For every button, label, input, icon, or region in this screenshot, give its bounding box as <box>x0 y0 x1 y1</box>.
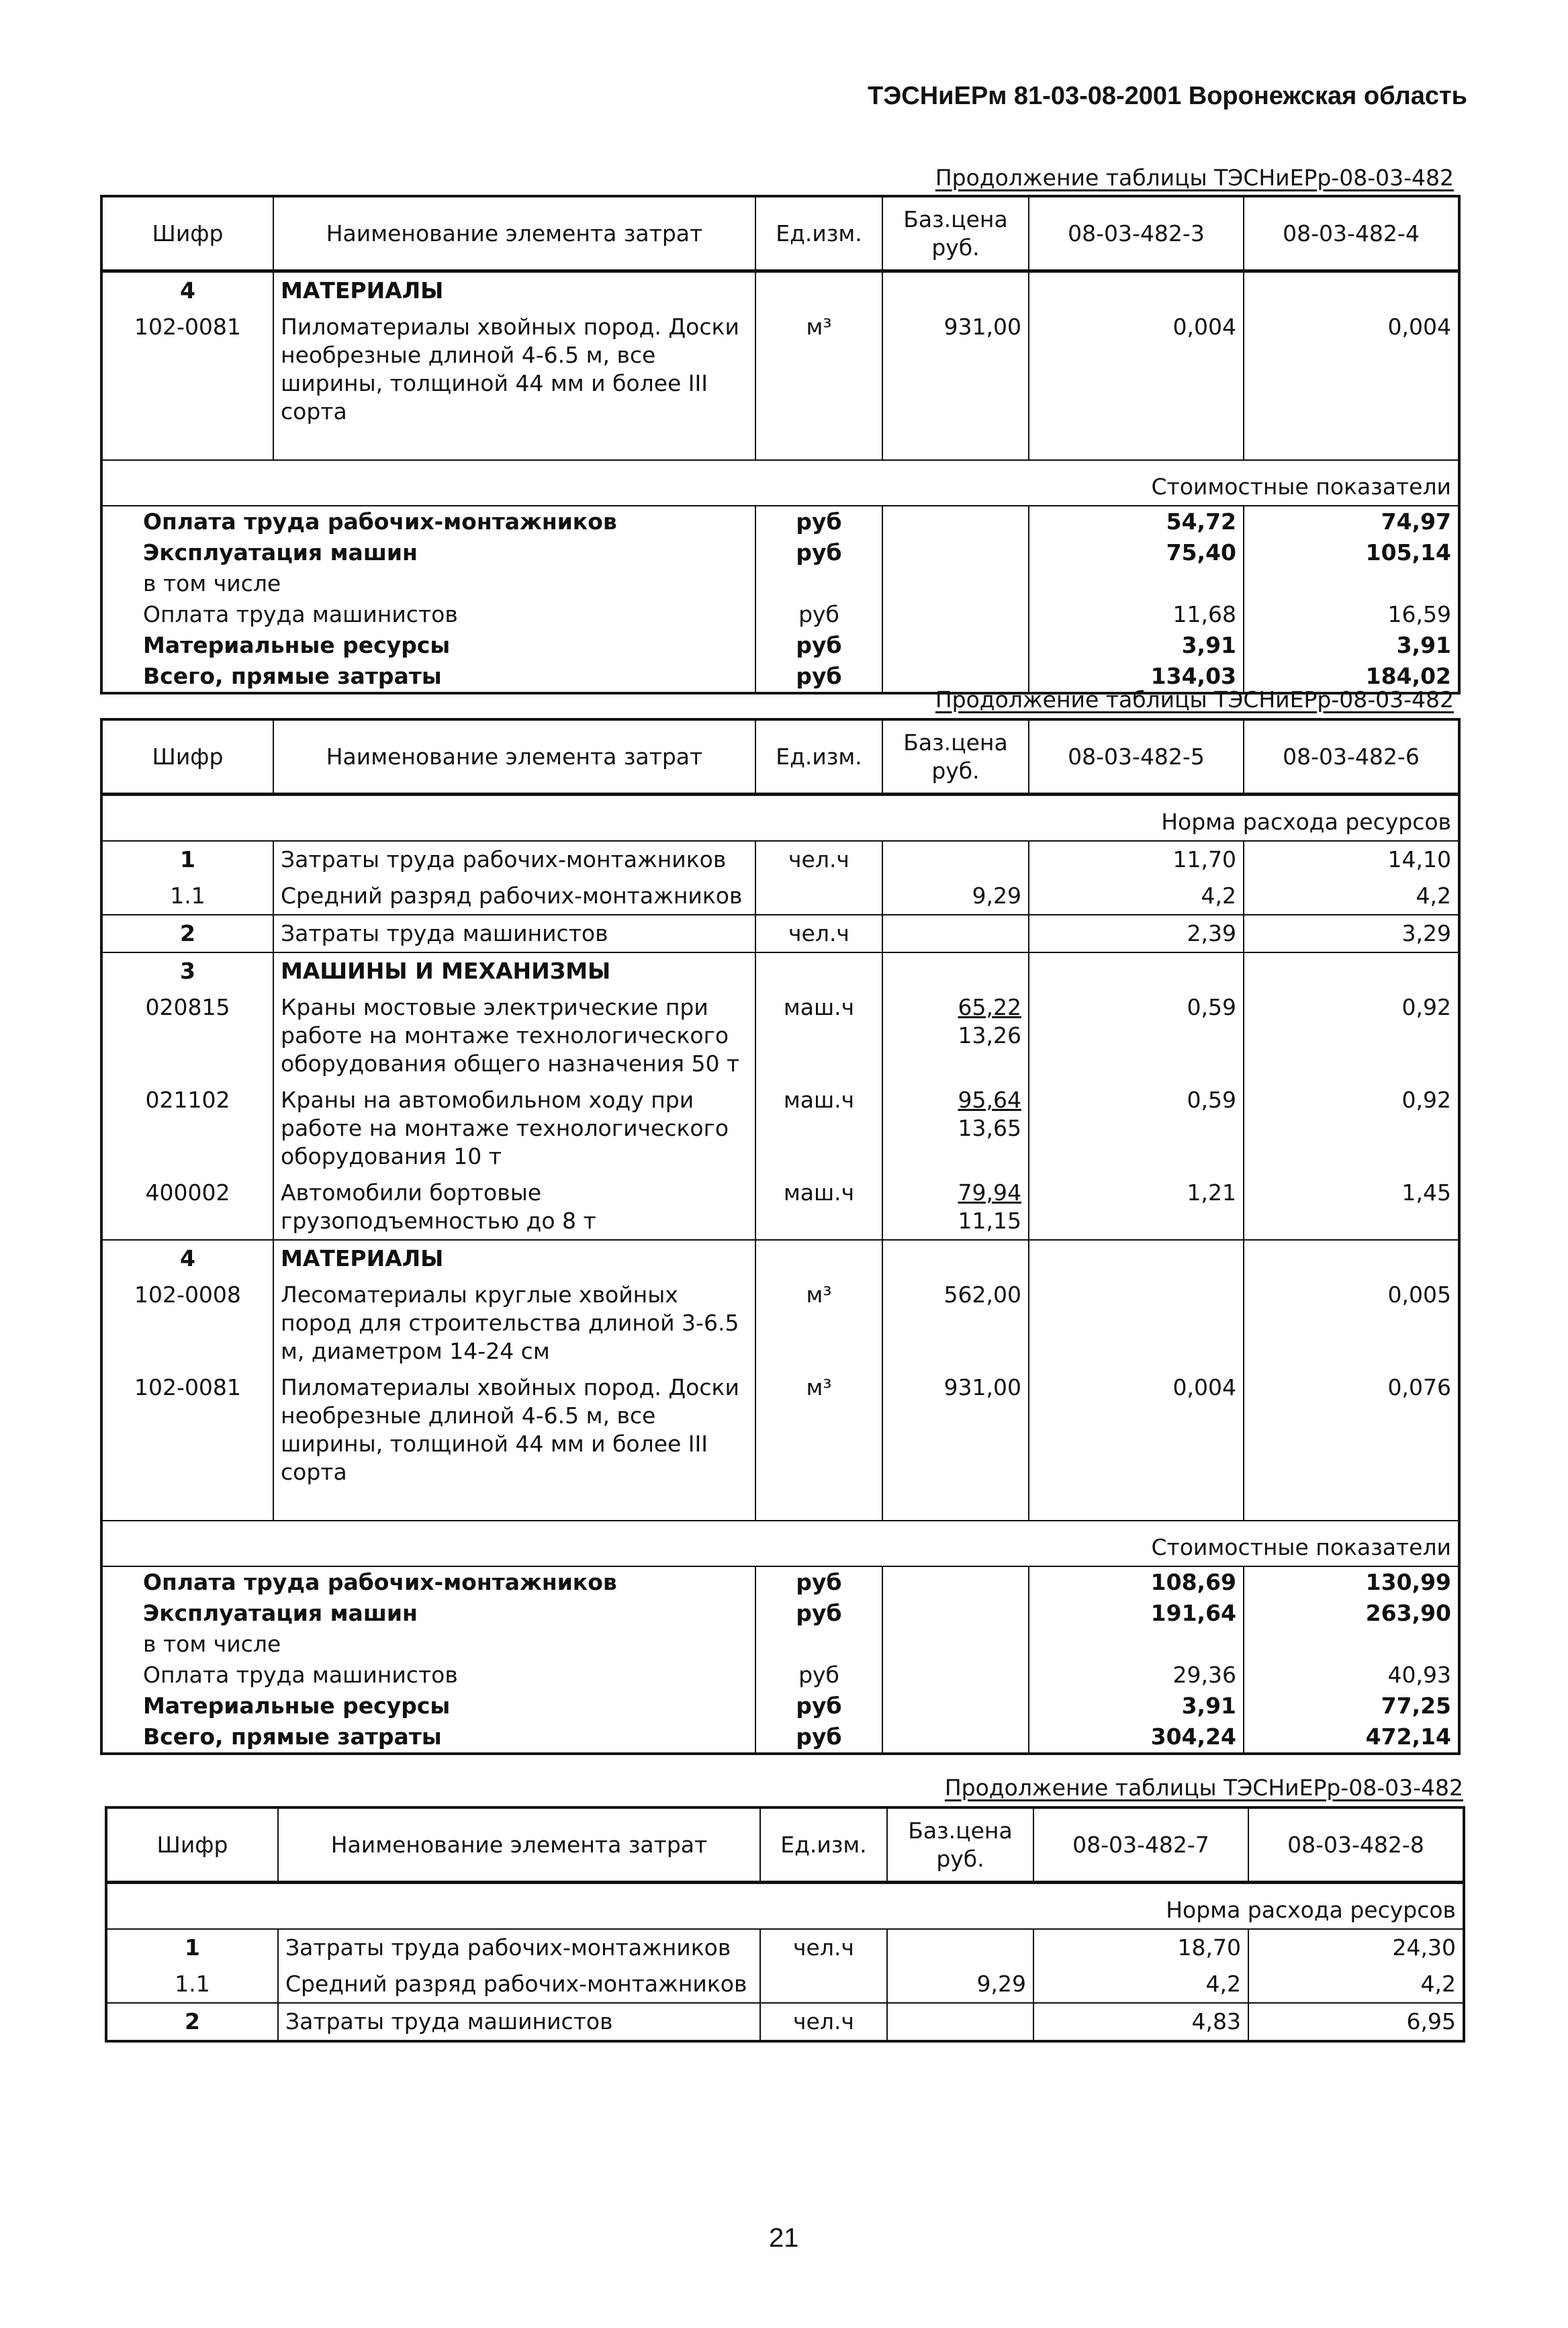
row-price <box>882 1175 1029 1240</box>
table-row <box>106 2003 1464 2041</box>
summary-price <box>882 1598 1029 1629</box>
header-price: Баз.цена руб. <box>882 719 1029 795</box>
summary-row <box>101 1598 1459 1629</box>
summary-value-1: 54,72 <box>1029 506 1244 537</box>
row-name: Краны на автомобильном ходу при работе на монтаже технологического оборудования 10 т <box>273 1082 755 1175</box>
row-unit: чел.ч <box>760 1929 887 1966</box>
page-number: 21 <box>769 2223 799 2253</box>
header-col-1: 08-03-482-5 <box>1029 719 1244 795</box>
row-value-1: 0,004 <box>1029 1370 1244 1521</box>
header-unit: Ед.изм. <box>760 1807 887 1883</box>
header-col-1: 08-03-482-3 <box>1029 196 1244 271</box>
base-price: 562,00 <box>943 1282 1021 1308</box>
table-header-row <box>106 1807 1464 1883</box>
row-unit <box>755 878 882 915</box>
summary-value-2: 77,25 <box>1244 1691 1459 1721</box>
summary-label: Оплата труда машинистов <box>101 1660 755 1691</box>
summary-value-1: 75,40 <box>1029 537 1244 568</box>
row-value-1: 4,2 <box>1029 878 1244 915</box>
row-name: МАШИНЫ И МЕХАНИЗМЫ <box>273 952 755 989</box>
row-value-1: 11,70 <box>1029 841 1244 878</box>
summary-value-2 <box>1244 1629 1459 1660</box>
base-price: 931,00 <box>943 1374 1021 1400</box>
row-code: 2 <box>106 2003 278 2041</box>
base-price-labor: 13,26 <box>958 1022 1021 1048</box>
row-code: 400002 <box>101 1175 273 1240</box>
row-value-2: 14,10 <box>1244 841 1459 878</box>
table-row <box>101 989 1459 1082</box>
row-value-2: 0,005 <box>1244 1277 1459 1370</box>
row-value-1 <box>1029 1277 1244 1370</box>
row-name: Средний разряд рабочих-монтажников <box>273 878 755 915</box>
row-price <box>882 1240 1029 1277</box>
summary-unit: руб <box>755 1598 882 1629</box>
header-name: Наименование элемента затрат <box>273 719 755 795</box>
row-unit: чел.ч <box>755 841 882 878</box>
summary-unit: руб <box>755 1691 882 1721</box>
section-label: Стоимостные показатели <box>101 1521 1459 1566</box>
header-unit: Ед.изм. <box>755 719 882 795</box>
row-name: МАТЕРИАЛЫ <box>273 1240 755 1277</box>
base-price-labor: 11,15 <box>958 1208 1021 1234</box>
row-unit: маш.ч <box>755 989 882 1082</box>
summary-value-2: 16,59 <box>1244 599 1459 630</box>
table-row <box>101 309 1459 460</box>
row-value-2: 0,076 <box>1244 1370 1459 1521</box>
summary-value-1: 304,24 <box>1029 1721 1244 1754</box>
summary-unit: руб <box>755 630 882 661</box>
summary-value-2: 74,97 <box>1244 506 1459 537</box>
summary-unit: руб <box>755 661 882 693</box>
row-unit: м³ <box>755 309 882 460</box>
row-name: Затраты труда машинистов <box>278 2003 760 2041</box>
row-name: Пиломатериалы хвойных пород. Доски необрезные длиной 4-6.5 м, все ширины, толщиной 44 мм и более III сорта <box>273 1370 755 1521</box>
base-price: 65,22 <box>958 994 1021 1020</box>
summary-unit: руб <box>755 1566 882 1598</box>
summary-row <box>101 1629 1459 1660</box>
row-code: 4 <box>101 271 273 310</box>
base-price: 9,29 <box>972 883 1021 909</box>
table-header-row <box>101 719 1459 795</box>
row-value-1: 2,39 <box>1029 915 1244 952</box>
summary-price <box>882 1629 1029 1660</box>
header-unit: Ед.изм. <box>755 196 882 271</box>
summary-row <box>101 537 1459 568</box>
row-price <box>882 878 1029 915</box>
row-value-1: 0,59 <box>1029 989 1244 1082</box>
row-code: 3 <box>101 952 273 989</box>
row-unit: маш.ч <box>755 1175 882 1240</box>
section-label-row <box>106 1883 1464 1930</box>
row-name: Средний разряд рабочих-монтажников <box>278 1966 760 2003</box>
cost-table-2 <box>100 718 1461 1755</box>
row-value-2: 4,2 <box>1244 878 1459 915</box>
table-row <box>106 1929 1464 1966</box>
row-code: 1.1 <box>106 1966 278 2003</box>
row-value-1 <box>1029 271 1244 310</box>
summary-row <box>101 1721 1459 1754</box>
row-name: Лесоматериалы круглые хвойных пород для строительства длиной 3-6.5 м, диаметром 14-24 см <box>273 1277 755 1370</box>
summary-label: Материальные ресурсы <box>101 630 755 661</box>
section-label-row <box>101 460 1459 506</box>
row-value-1: 4,2 <box>1033 1966 1248 2003</box>
header-code: Шифр <box>101 196 273 271</box>
summary-price <box>882 630 1029 661</box>
row-value-1: 4,83 <box>1033 2003 1248 2041</box>
summary-value-1: 108,69 <box>1029 1566 1244 1598</box>
summary-unit <box>755 1629 882 1660</box>
summary-row <box>101 568 1459 599</box>
section-label: Норма расхода ресурсов <box>106 1883 1464 1930</box>
summary-label: в том числе <box>101 568 755 599</box>
row-value-1: 0,004 <box>1029 309 1244 460</box>
base-price: 9,29 <box>976 1971 1026 1997</box>
header-col-2: 08-03-482-6 <box>1244 719 1459 795</box>
row-price <box>882 271 1029 310</box>
header-code: Шифр <box>101 719 273 795</box>
row-value-1: 1,21 <box>1029 1175 1244 1240</box>
summary-value-2: 105,14 <box>1244 537 1459 568</box>
summary-label: Эксплуатация машин <box>101 1598 755 1629</box>
summary-value-2: 40,93 <box>1244 1660 1459 1691</box>
base-price: 79,94 <box>958 1179 1021 1206</box>
cost-table-3 <box>105 1806 1465 2043</box>
table-row <box>101 1277 1459 1370</box>
summary-label: в том числе <box>101 1629 755 1660</box>
row-value-2: 4,2 <box>1248 1966 1464 2003</box>
table-row <box>101 952 1459 989</box>
summary-label: Оплата труда рабочих-монтажников <box>101 1566 755 1598</box>
row-price <box>882 915 1029 952</box>
row-price <box>882 1277 1029 1370</box>
summary-value-1 <box>1029 1629 1244 1660</box>
row-value-1: 18,70 <box>1033 1929 1248 1966</box>
row-unit <box>755 952 882 989</box>
row-name: Затраты труда рабочих-монтажников <box>273 841 755 878</box>
header-col-1: 08-03-482-7 <box>1033 1807 1248 1883</box>
table-row <box>101 878 1459 915</box>
row-name: Затраты труда машинистов <box>273 915 755 952</box>
summary-row <box>101 599 1459 630</box>
row-code: 1 <box>106 1929 278 1966</box>
base-price: 95,64 <box>958 1087 1021 1113</box>
table-caption-3: Продолжение таблицы ТЭСНиЕРр-08-03-482 <box>944 1775 1463 1801</box>
row-value-2 <box>1244 271 1459 310</box>
row-price <box>882 952 1029 989</box>
row-code: 020815 <box>101 989 273 1082</box>
row-value-2: 0,92 <box>1244 1082 1459 1175</box>
row-code: 4 <box>101 1240 273 1277</box>
row-value-1 <box>1029 952 1244 989</box>
summary-price <box>882 568 1029 599</box>
row-value-2: 0,004 <box>1244 309 1459 460</box>
row-name: Пиломатериалы хвойных пород. Доски необрезные длиной 4-6.5 м, все ширины, толщиной 44 мм и более III сорта <box>273 309 755 460</box>
row-unit <box>760 1966 887 2003</box>
summary-price <box>882 506 1029 537</box>
summary-value-2: 472,14 <box>1244 1721 1459 1754</box>
row-code: 021102 <box>101 1082 273 1175</box>
summary-value-1 <box>1029 568 1244 599</box>
row-price <box>887 1966 1033 2003</box>
header-name: Наименование элемента затрат <box>273 196 755 271</box>
summary-value-1: 191,64 <box>1029 1598 1244 1629</box>
row-value-2 <box>1244 952 1459 989</box>
summary-unit: руб <box>755 537 882 568</box>
summary-label: Материальные ресурсы <box>101 1691 755 1721</box>
header-price: Баз.цена руб. <box>887 1807 1033 1883</box>
row-price <box>882 309 1029 460</box>
row-code: 2 <box>101 915 273 952</box>
summary-value-1: 3,91 <box>1029 1691 1244 1721</box>
row-price <box>882 1082 1029 1175</box>
section-label: Стоимостные показатели <box>101 460 1459 506</box>
summary-price <box>882 1566 1029 1598</box>
summary-price <box>882 1660 1029 1691</box>
summary-unit: руб <box>755 599 882 630</box>
summary-value-1: 11,68 <box>1029 599 1244 630</box>
summary-label: Всего, прямые затраты <box>101 1721 755 1754</box>
summary-row <box>101 1566 1459 1598</box>
row-name: Автомобили бортовые грузоподъемностью до 8 т <box>273 1175 755 1240</box>
row-price <box>887 2003 1033 2041</box>
row-name: МАТЕРИАЛЫ <box>273 271 755 310</box>
row-price <box>882 841 1029 878</box>
row-unit <box>755 271 882 310</box>
row-code: 1.1 <box>101 878 273 915</box>
summary-value-1: 29,36 <box>1029 1660 1244 1691</box>
row-unit: чел.ч <box>755 915 882 952</box>
table-row <box>101 841 1459 878</box>
table-header-row <box>101 196 1459 271</box>
summary-label: Оплата труда машинистов <box>101 599 755 630</box>
row-name: Краны мостовые электрические при работе на монтаже технологического оборудования общего назначения 50 т <box>273 989 755 1082</box>
row-price <box>882 1370 1029 1521</box>
summary-price <box>882 537 1029 568</box>
row-value-2: 0,92 <box>1244 989 1459 1082</box>
table-caption-2: Продолжение таблицы ТЭСНиЕРр-08-03-482 <box>935 686 1454 713</box>
table-row <box>101 1370 1459 1521</box>
table-row <box>101 1082 1459 1175</box>
base-price-labor: 13,65 <box>958 1115 1021 1141</box>
row-name: Затраты труда рабочих-монтажников <box>278 1929 760 1966</box>
summary-label: Всего, прямые затраты <box>101 661 755 693</box>
base-price: 931,00 <box>943 314 1021 340</box>
header-name: Наименование элемента затрат <box>278 1807 760 1883</box>
summary-row <box>101 1660 1459 1691</box>
summary-value-2: 184,02 <box>1244 661 1459 693</box>
summary-unit: руб <box>755 1660 882 1691</box>
summary-row <box>101 506 1459 537</box>
table-row <box>106 1966 1464 2003</box>
summary-label: Эксплуатация машин <box>101 537 755 568</box>
row-value-2: 24,30 <box>1248 1929 1464 1966</box>
section-label-row <box>101 795 1459 842</box>
row-value-2: 1,45 <box>1244 1175 1459 1240</box>
summary-price <box>882 1691 1029 1721</box>
summary-value-2: 130,99 <box>1244 1566 1459 1598</box>
row-value-2 <box>1244 1240 1459 1277</box>
row-price <box>882 989 1029 1082</box>
summary-row <box>101 1691 1459 1721</box>
summary-value-1: 3,91 <box>1029 630 1244 661</box>
row-unit: чел.ч <box>760 2003 887 2041</box>
summary-value-2: 263,90 <box>1244 1598 1459 1629</box>
row-code: 102-0081 <box>101 309 273 460</box>
summary-label: Оплата труда рабочих-монтажников <box>101 506 755 537</box>
header-price: Баз.цена руб. <box>882 196 1029 271</box>
table-row <box>101 1175 1459 1240</box>
row-price <box>887 1929 1033 1966</box>
summary-value-2 <box>1244 568 1459 599</box>
summary-value-2: 3,91 <box>1244 630 1459 661</box>
table-row <box>101 1240 1459 1277</box>
row-code: 102-0008 <box>101 1277 273 1370</box>
header-code: Шифр <box>106 1807 278 1883</box>
row-code: 1 <box>101 841 273 878</box>
summary-row <box>101 630 1459 661</box>
row-unit: м³ <box>755 1277 882 1370</box>
row-value-1 <box>1029 1240 1244 1277</box>
header-col-2: 08-03-482-8 <box>1248 1807 1464 1883</box>
summary-price <box>882 1721 1029 1754</box>
section-label-row <box>101 1521 1459 1566</box>
summary-unit <box>755 568 882 599</box>
table-caption-1: Продолжение таблицы ТЭСНиЕРр-08-03-482 <box>935 165 1454 191</box>
row-value-2: 6,95 <box>1248 2003 1464 2041</box>
header-col-2: 08-03-482-4 <box>1244 196 1459 271</box>
summary-unit: руб <box>755 506 882 537</box>
table-row <box>101 271 1459 310</box>
section-label: Норма расхода ресурсов <box>101 795 1459 842</box>
row-value-1: 0,59 <box>1029 1082 1244 1175</box>
row-unit: маш.ч <box>755 1082 882 1175</box>
table-row <box>101 915 1459 952</box>
cost-table-1 <box>100 195 1461 695</box>
row-unit: м³ <box>755 1370 882 1521</box>
summary-unit: руб <box>755 1721 882 1754</box>
page-header: ТЭСНиЕРм 81-03-08-2001 Воронежская область <box>868 82 1467 110</box>
summary-value-1: 134,03 <box>1029 661 1244 693</box>
row-unit <box>755 1240 882 1277</box>
summary-price <box>882 599 1029 630</box>
row-code: 102-0081 <box>101 1370 273 1521</box>
row-value-2: 3,29 <box>1244 915 1459 952</box>
